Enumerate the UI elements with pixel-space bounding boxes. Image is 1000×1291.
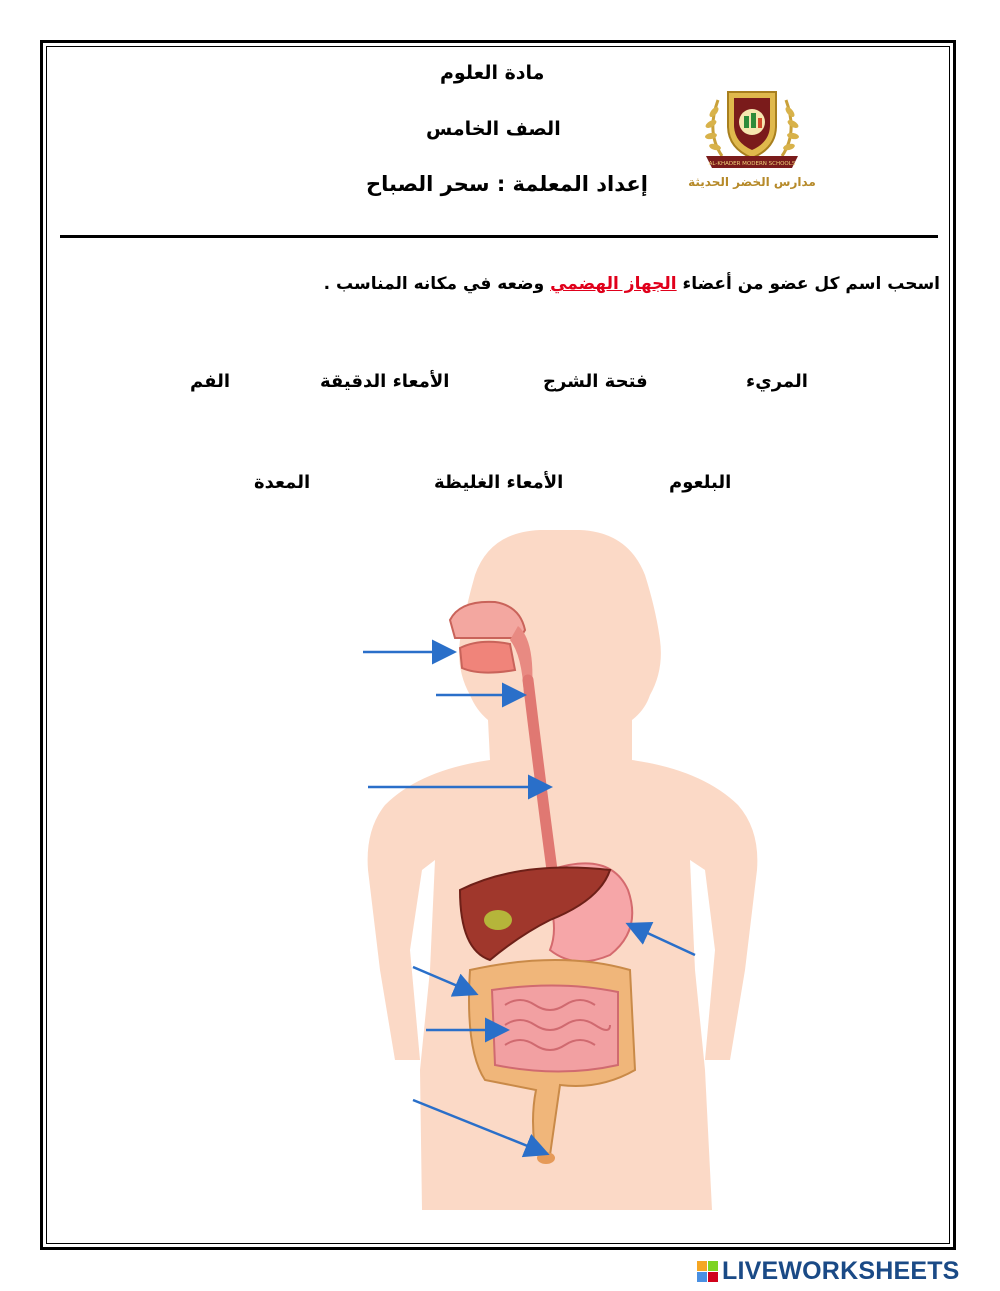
grade-title: الصف الخامس [426,118,561,140]
school-logo-name: مدارس الخضر الحديثة [688,175,816,189]
word-large-intestine[interactable]: الأمعاء الغليظة [434,472,564,493]
school-logo [684,78,820,194]
word-mouth[interactable]: الفم [190,371,230,392]
tongue [460,642,515,673]
footer-brand [697,1256,960,1286]
liveworksheets-logo-icon [697,1261,718,1282]
instruction-text [324,274,940,294]
word-pharynx[interactable]: البلعوم [669,472,732,493]
instruction-before: اسحب اسم كل عضو من أعضاء [676,274,940,294]
subject-title: مادة العلوم [440,62,545,84]
word-stomach[interactable]: المعدة [254,472,311,493]
footer-brand-text: LIVEWORKSHEETS [722,1256,960,1285]
instruction-after: وضعه في مكانه المناسب . [323,274,551,294]
anus-end [537,1152,555,1164]
teacher-title: إعداد المعلمة : سحر الصباح [366,172,648,196]
word-anus[interactable]: فتحة الشرج [543,371,648,392]
digestive-system-diagram [360,530,760,1210]
word-small-intestine[interactable]: الأمعاء الدقيقة [320,371,450,392]
header-divider [60,235,938,238]
gallbladder [484,910,512,930]
school-logo-ribbon: AL-KHADER MODERN SCHOOLS [708,161,796,167]
instruction-highlight: الجهاز الهضمي [550,274,677,294]
word-esophagus[interactable]: المريء [746,371,808,392]
